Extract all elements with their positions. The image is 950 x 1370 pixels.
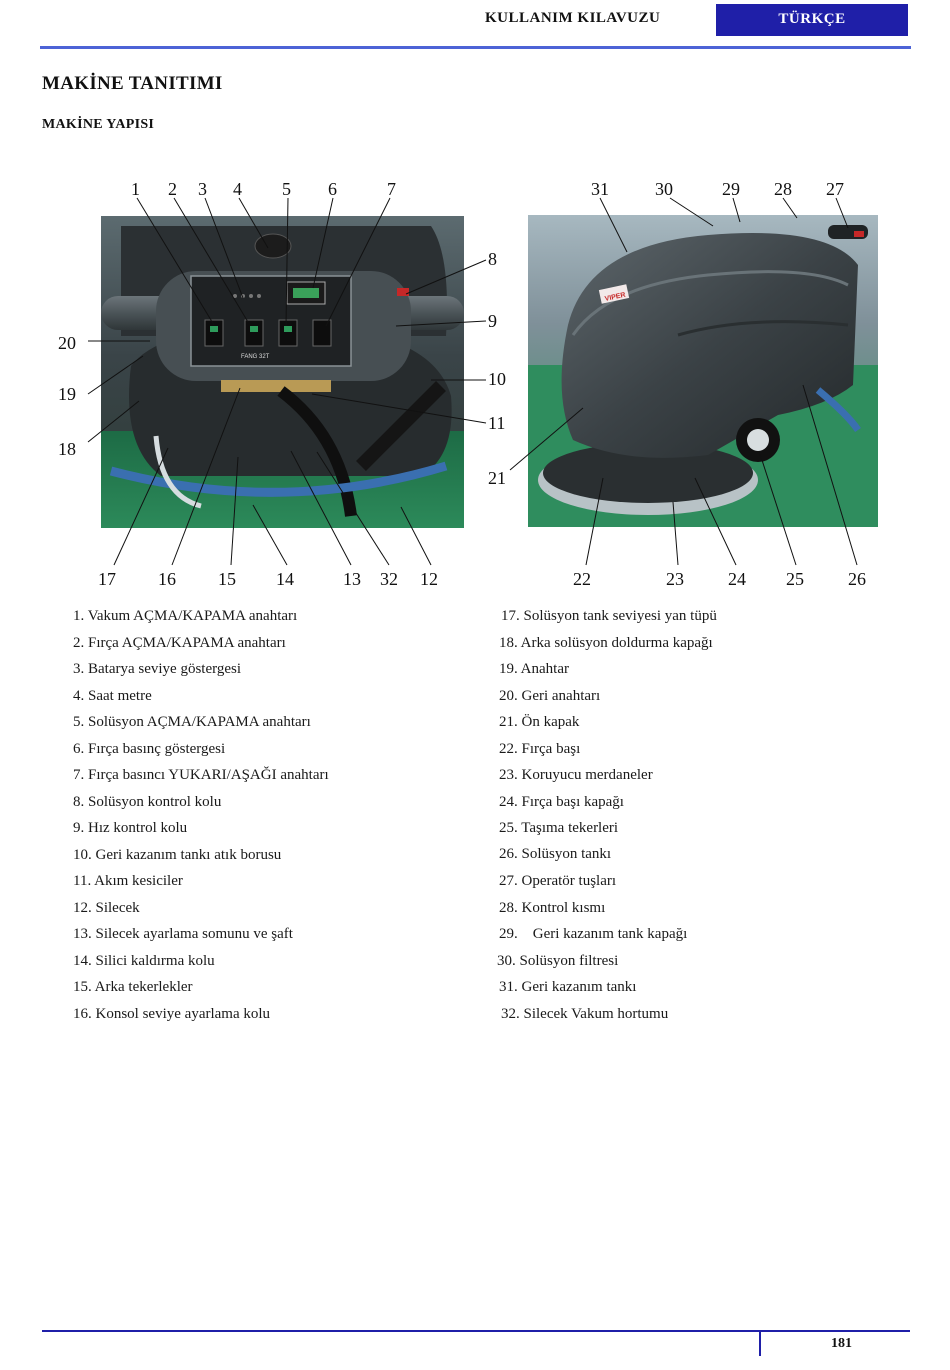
list-item: 28. Kontrol kısmı [499, 900, 606, 916]
footer-rule-tick [759, 1330, 761, 1356]
callout-23: 23 [666, 569, 684, 589]
language-badge: TÜRKÇE [716, 4, 908, 36]
section-subtitle: MAKİNE YAPISI [42, 117, 155, 132]
list-item: 9. Hız kontrol kolu [73, 820, 188, 836]
section-title: MAKİNE TANITIMI [42, 73, 223, 94]
list-item: 8. Solüsyon kontrol kolu [73, 794, 222, 810]
callout-5: 5 [282, 179, 291, 199]
callout-6: 6 [328, 179, 337, 199]
callout-31: 31 [591, 179, 609, 199]
list-item: 23. Koruyucu merdaneler [499, 767, 653, 783]
callout-15: 15 [218, 569, 236, 589]
callout-17: 17 [98, 569, 116, 589]
callout-21: 21 [488, 468, 506, 488]
callout-32: 32 [380, 569, 398, 589]
list-item: 3. Batarya seviye göstergesi [73, 661, 242, 677]
list-item: 14. Silici kaldırma kolu [73, 953, 215, 969]
callout-28: 28 [774, 179, 792, 199]
callout-8: 8 [488, 249, 497, 269]
list-item: 5. Solüsyon AÇMA/KAPAMA anahtarı [73, 714, 311, 730]
callout-14: 14 [276, 569, 294, 589]
list-item: 13. Silecek ayarlama somunu ve şaft [73, 926, 293, 942]
list-item: 19. Anahtar [499, 661, 569, 677]
callout-16: 16 [158, 569, 176, 589]
list-item: 20. Geri anahtarı [499, 688, 601, 704]
callout-11: 11 [488, 413, 506, 433]
panel-label: FANG 32T [241, 354, 270, 360]
callout-1: 1 [131, 179, 140, 199]
list-item: 15. Arka tekerlekler [73, 979, 193, 995]
list-item: 12. Silecek [73, 900, 140, 916]
list-item: 6. Fırça basınç göstergesi [73, 741, 226, 757]
list-item: 16. Konsol seviye ayarlama kolu [73, 1006, 271, 1022]
list-item: 17. Solüsyon tank seviyesi yan tüpü [501, 608, 717, 624]
list-item: 18. Arka solüsyon doldurma kapağı [499, 635, 713, 651]
callout-7: 7 [387, 179, 396, 199]
callout-4: 4 [233, 179, 242, 199]
list-item: 31. Geri kazanım tankı [499, 979, 637, 995]
callout-10: 10 [488, 369, 506, 389]
callout-20: 20 [58, 333, 76, 353]
callout-9: 9 [488, 311, 497, 331]
callout-26: 26 [848, 569, 866, 589]
list-item: 4. Saat metre [73, 688, 152, 704]
list-item: 1. Vakum AÇMA/KAPAMA anahtarı [73, 608, 298, 624]
callout-27: 27 [826, 179, 844, 199]
footer-rule [42, 1330, 910, 1332]
list-item: 27. Operatör tuşları [499, 873, 617, 889]
list-item: 24. Fırça başı kapağı [499, 794, 624, 810]
list-item: 2. Fırça AÇMA/KAPAMA anahtarı [73, 635, 286, 651]
list-item: 25. Taşıma tekerleri [499, 820, 619, 836]
list-item: 32. Silecek Vakum hortumu [501, 1006, 669, 1022]
callout-12: 12 [420, 569, 438, 589]
callout-24: 24 [728, 569, 746, 589]
list-item: 21. Ön kapak [499, 714, 580, 730]
page-number: 181 [831, 1336, 852, 1351]
list-item: 7. Fırça basıncı YUKARI/AŞAĞI anahtarı [73, 767, 329, 783]
callout-19: 19 [58, 384, 76, 404]
callout-29: 29 [722, 179, 740, 199]
list-item: 22. Fırça başı [499, 741, 581, 757]
list-item: 26. Solüsyon tankı [499, 846, 612, 862]
callout-22: 22 [573, 569, 591, 589]
callout-13: 13 [343, 569, 361, 589]
manual-title: KULLANIM KILAVUZU [485, 10, 661, 26]
list-item: 10. Geri kazanım tankı atık borusu [73, 847, 282, 863]
brand-logo: VIPER [604, 291, 627, 303]
callout-30: 30 [655, 179, 673, 199]
list-item: 30. Solüsyon filtresi [497, 953, 619, 969]
callout-18: 18 [58, 439, 76, 459]
callout-3: 3 [198, 179, 207, 199]
list-item: 11. Akım kesiciler [73, 873, 183, 889]
list-item: 29. Geri kazanım tank kapağı [499, 926, 688, 942]
callout-25: 25 [786, 569, 804, 589]
callout-2: 2 [168, 179, 177, 199]
